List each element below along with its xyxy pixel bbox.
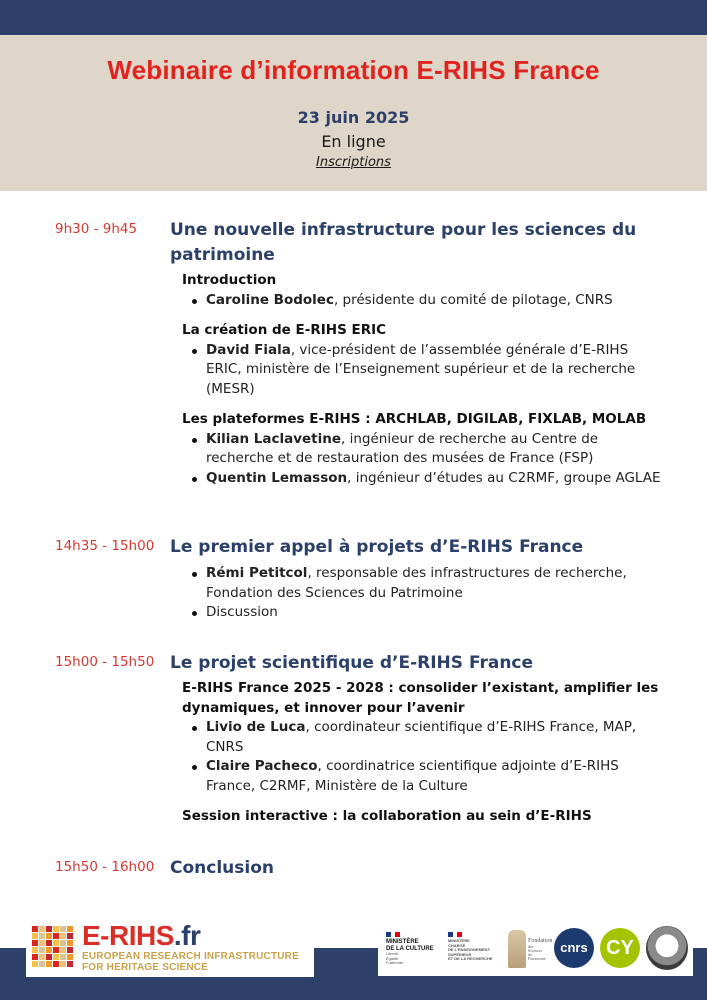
speaker-list <box>182 341 662 400</box>
erihs-grid-cell <box>60 940 66 946</box>
session-time: 14h35 - 15h00 <box>55 538 155 554</box>
event-title: Webinaire d’information E-RIHS France <box>107 55 600 85</box>
erihs-grid-cell <box>32 947 38 953</box>
speaker-name: Quentin Lemasson <box>206 469 348 486</box>
list-item <box>182 430 662 469</box>
speaker-role: , coordinatrice scientifique adjointe d’E-RIHS France, C2RMF, Ministère de la Culture <box>206 758 619 794</box>
group-heading: E-RIHS France 2025 - 2028 : consolider l’existant, amplifier les dynamiques, et innover pour l’avenir <box>182 680 659 716</box>
list-item <box>182 341 662 400</box>
session-closing <box>182 807 662 827</box>
erihs-logo <box>26 915 314 977</box>
list-item <box>182 603 662 623</box>
erihs-grid-cell <box>32 940 38 946</box>
erihs-tagline-1: EUROPEAN RESEARCH INFRASTRUCTURE <box>82 951 299 962</box>
erihs-grid-cell <box>39 961 45 967</box>
group-heading: La création de E-RIHS ERIC <box>182 322 387 338</box>
group-heading: Les plateformes E-RIHS : ARCHLAB, DIGILAB, FIXLAB, MOLAB <box>182 411 647 427</box>
erihs-grid-cell <box>67 933 73 939</box>
cnrs-logo: cnrs <box>554 928 594 968</box>
erihs-grid-cell <box>46 940 52 946</box>
session-time: 9h30 - 9h45 <box>55 221 138 237</box>
session-group <box>182 410 662 488</box>
list-item <box>182 757 662 796</box>
list-item <box>182 718 662 757</box>
session-time: 15h00 - 15h50 <box>55 654 155 670</box>
erihs-grid-cell <box>46 947 52 953</box>
erihs-grid-cell <box>46 954 52 960</box>
speaker-list <box>182 718 662 796</box>
erihs-grid-cell <box>53 961 59 967</box>
erihs-grid-cell <box>67 940 73 946</box>
erihs-grid-cell <box>60 961 66 967</box>
speaker-role: , ingénieur de recherche au Centre de recherche et de restauration des musées de France (FSP) <box>206 430 599 466</box>
ministere-culture-logo: MINISTÈRE DE LA CULTURE Liberté Égalité Fraternité <box>386 932 438 966</box>
erihs-grid-cell <box>67 947 73 953</box>
erihs-grid-cell <box>60 926 66 932</box>
session-group <box>182 271 662 310</box>
group-heading: Introduction <box>182 272 277 288</box>
registration-link[interactable]: Inscriptions <box>316 155 391 170</box>
speaker-name: Livio de Luca <box>206 719 306 735</box>
speaker-name: Rémi Petitcol <box>206 565 308 581</box>
closing-heading: Session interactive : la collaboration au sein d’E-RIHS <box>182 808 592 824</box>
speaker-name: Claire Pacheco <box>206 758 318 774</box>
erihs-grid-cell <box>53 926 59 932</box>
speaker-role: , ingénieur d’études au C2RMF, groupe AGLAE <box>347 469 661 486</box>
erihs-grid-cell <box>39 933 45 939</box>
discussion-label: Discussion <box>206 604 278 620</box>
speaker-role: , présidente du comité de pilotage, CNRS <box>333 291 613 308</box>
speaker-list <box>182 291 662 311</box>
speaker-name: Caroline Bodolec <box>206 291 334 308</box>
erihs-grid-cell <box>39 947 45 953</box>
french-flag-icon <box>448 932 462 937</box>
french-flag-icon <box>386 932 400 937</box>
event-location: En ligne <box>321 132 386 151</box>
erihs-name-suffix: .fr <box>173 920 201 951</box>
erihs-grid-cell <box>39 954 45 960</box>
erihs-grid-cell <box>53 933 59 939</box>
erihs-grid-cell <box>32 926 38 932</box>
session-group <box>182 321 662 399</box>
erihs-name-main: E-RIHS <box>82 920 174 951</box>
erihs-tagline-2: FOR HERITAGE SCIENCE <box>82 962 209 973</box>
ministere-esr-logo: MINISTÈRE CHARGÉ DE L’ENSEIGNEMENT SUPÉRIEUR ET DE LA RECHERCHE <box>448 932 498 962</box>
session-group <box>182 679 662 796</box>
session-title: Le premier appel à projets d’E-RIHS France <box>170 537 584 557</box>
erihs-grid-cell <box>39 926 45 932</box>
speaker-list <box>182 564 662 623</box>
erihs-grid-cell <box>67 926 73 932</box>
session-title: Le projet scientifique d’E-RIHS France <box>170 653 534 673</box>
erihs-grid-cell <box>60 954 66 960</box>
speaker-role: , coordinateur scientifique d’E-RIHS France, MAP, CNRS <box>206 719 637 755</box>
speaker-role: , responsable des infrastructures de recherche, Fondation des Sciences du Patrimoine <box>206 565 627 601</box>
erihs-grid-cell <box>39 940 45 946</box>
erihs-grid-cell <box>32 954 38 960</box>
top-banner-bar <box>0 0 707 35</box>
erihs-grid-cell <box>46 926 52 932</box>
fondation-logo: Fondation des Sciences du Patrimoine <box>506 926 550 970</box>
erihs-grid-cell <box>32 961 38 967</box>
erihs-grid-cell <box>46 933 52 939</box>
session-group <box>182 564 662 623</box>
erihs-grid-cell <box>53 947 59 953</box>
cy-logo: CY <box>600 928 640 968</box>
partner-logos <box>378 920 693 976</box>
erihs-grid-cell <box>60 947 66 953</box>
erihs-grid-cell <box>60 933 66 939</box>
erihs-grid-cell <box>53 940 59 946</box>
list-item <box>182 564 662 603</box>
museum-logo: MUSÉUM <box>646 926 688 970</box>
speaker-list <box>182 430 662 489</box>
session-title: Conclusion <box>170 858 274 878</box>
erihs-grid-cell <box>53 954 59 960</box>
speaker-name: Kilian Laclavetine <box>206 430 342 447</box>
session-time: 15h50 - 16h00 <box>55 859 155 875</box>
event-date: 23 juin 2025 <box>297 108 410 127</box>
erihs-grid-cell <box>67 954 73 960</box>
event-header <box>0 35 707 191</box>
list-item <box>182 291 662 311</box>
list-item <box>182 469 662 489</box>
statue-icon <box>508 930 526 968</box>
speaker-role: , vice-président de l’assemblée générale d’E-RIHS ERIC, ministère de l’Enseignement supérieur et de la recherche (MESR) <box>206 341 636 397</box>
erihs-wordmark <box>82 920 200 952</box>
erihs-grid-cell <box>67 961 73 967</box>
session-title: Une nouvelle infrastructure pour les sciences du patrimoine <box>170 220 637 265</box>
erihs-grid-icon <box>32 926 74 968</box>
erihs-grid-cell <box>46 961 52 967</box>
erihs-grid-cell <box>32 933 38 939</box>
speaker-name: David Fiala <box>206 341 291 358</box>
